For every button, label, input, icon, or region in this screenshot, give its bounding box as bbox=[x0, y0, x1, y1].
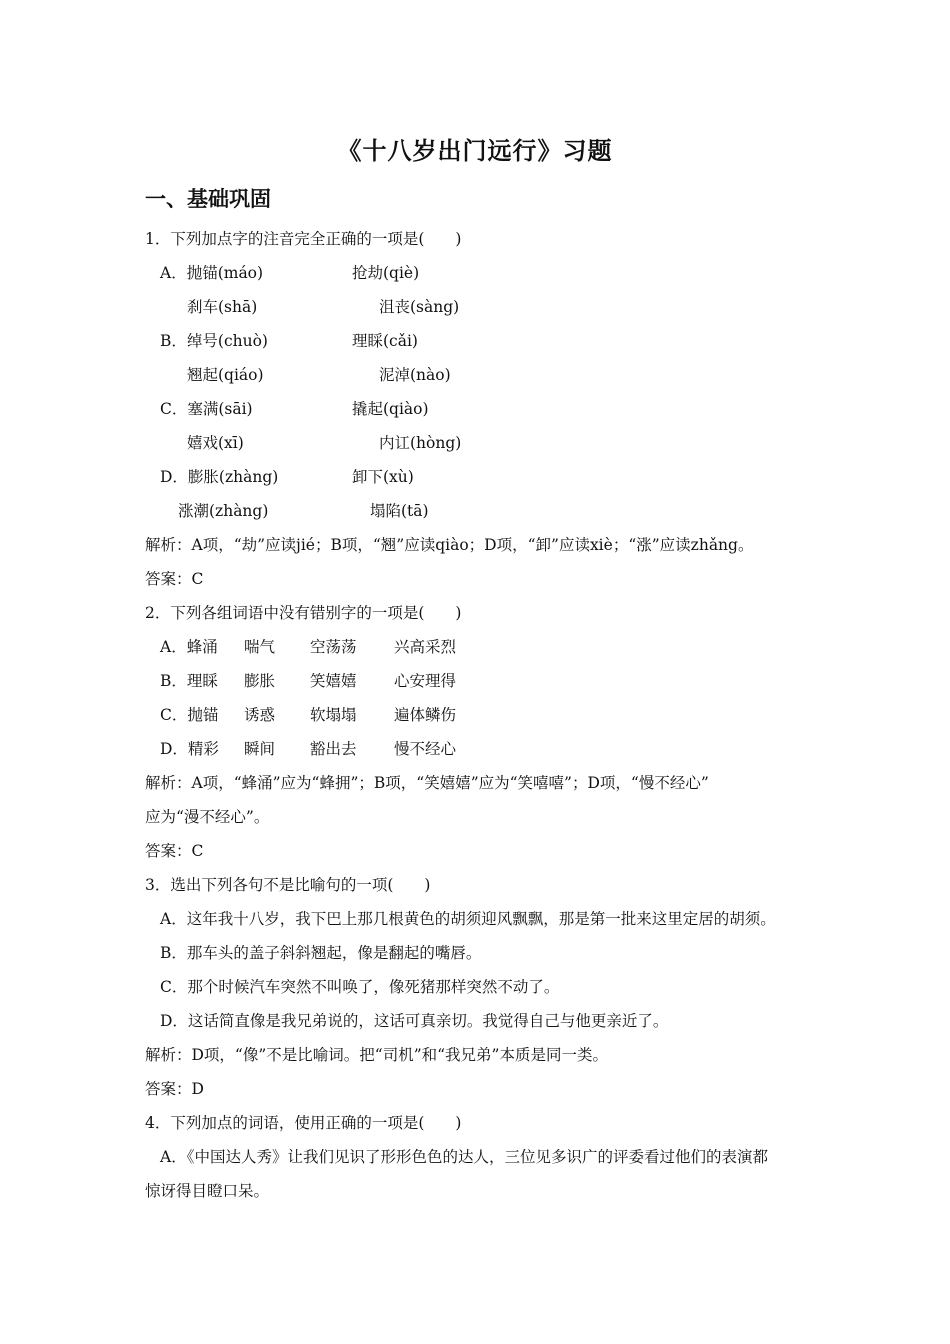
q1-item: C．塞满(sāi) bbox=[160, 400, 253, 418]
q1-item: 内讧(hòng) bbox=[379, 434, 462, 452]
q1-item: 涨潮(zhàng) bbox=[178, 502, 269, 520]
q4-option-a: A．《中国达人秀》让我们见识了形形色色的达人，三位见多识广的评委看过他们的表演都 bbox=[160, 1148, 768, 1166]
q1-option-row bbox=[145, 494, 815, 528]
q2-word: 豁出去 bbox=[310, 740, 357, 758]
q1-option-row bbox=[145, 392, 815, 426]
q1-item: 刹车(shā) bbox=[187, 298, 258, 316]
q3-answer: 答案：D bbox=[145, 1080, 204, 1098]
document-title: 《十八岁出门远行》习题 bbox=[337, 136, 613, 165]
q1-answer: 答案：C bbox=[145, 570, 204, 588]
q2-word: 笑嬉嬉 bbox=[310, 672, 357, 690]
q1-option-row bbox=[145, 256, 815, 290]
q1-item: A．抛锚(máo) bbox=[160, 264, 264, 282]
section-heading: 一、基础巩固 bbox=[145, 186, 271, 211]
q3-option: A．这年我十八岁，我下巴上那几根黄色的胡须迎风飘飘，那是第一批来这里定居的胡须。 bbox=[160, 910, 776, 928]
q1-option-row bbox=[145, 290, 815, 324]
q1-option-row bbox=[145, 358, 815, 392]
q1-item: 塌陷(tā) bbox=[370, 502, 429, 520]
q2-option-row bbox=[145, 732, 815, 766]
q2-word: 膨胀 bbox=[244, 672, 276, 690]
q2-answer: 答案：C bbox=[145, 842, 204, 860]
q2-word: A．蜂涌 bbox=[160, 638, 218, 656]
q2-word: 遍体鳞伤 bbox=[394, 706, 457, 724]
q1-option-row bbox=[145, 460, 815, 494]
question-4-stem: 4．下列加点的词语，使用正确的一项是( ) bbox=[145, 1114, 462, 1132]
q2-option-row bbox=[145, 664, 815, 698]
q1-item: 嬉戏(xī) bbox=[187, 434, 244, 452]
q2-word: 诱惑 bbox=[244, 706, 276, 724]
q2-word: C．抛锚 bbox=[160, 706, 219, 724]
q2-word: D．精彩 bbox=[160, 740, 219, 758]
question-2-stem: 2．下列各组词语中没有错别字的一项是( ) bbox=[145, 604, 462, 622]
question-1-stem: 1．下列加点字的注音完全正确的一项是( ) bbox=[145, 230, 462, 248]
q1-option-row bbox=[145, 324, 815, 358]
q2-word: 软塌塌 bbox=[310, 706, 357, 724]
q1-item: 抢劫(qiè) bbox=[352, 264, 420, 282]
q1-item: B．绰号(chuò) bbox=[160, 332, 268, 350]
q1-item: D．膨胀(zhàng) bbox=[160, 468, 279, 486]
q4-option-a-continued: 惊讶得目瞪口呆。 bbox=[145, 1182, 270, 1200]
q3-option: B．那车头的盖子斜斜翘起，像是翻起的嘴唇。 bbox=[160, 944, 482, 962]
q2-word: 空荡荡 bbox=[310, 638, 357, 656]
q2-word: 慢不经心 bbox=[394, 740, 457, 758]
q2-word: 兴高采烈 bbox=[394, 638, 457, 656]
q1-item: 翘起(qiáo) bbox=[187, 366, 264, 384]
q1-option-row bbox=[145, 426, 815, 460]
q2-analysis-continued: 应为“漫不经心”。 bbox=[145, 808, 270, 826]
q2-word: 喘气 bbox=[244, 638, 276, 656]
q1-item: 沮丧(sàng) bbox=[379, 298, 460, 316]
q2-word: 心安理得 bbox=[394, 672, 457, 690]
q3-analysis: 解析：D项，“像”不是比喻词。把“司机”和“我兄弟”本质是同一类。 bbox=[145, 1046, 608, 1064]
q1-item: 理睬(cǎi) bbox=[352, 332, 418, 350]
q1-item: 卸下(xù) bbox=[352, 468, 414, 486]
q1-item: 泥淖(nào) bbox=[379, 366, 451, 384]
exercise-content bbox=[145, 222, 815, 1208]
q2-word: B．理睬 bbox=[160, 672, 218, 690]
q2-word: 瞬间 bbox=[244, 740, 276, 758]
q1-item: 撬起(qiào) bbox=[352, 400, 429, 418]
q2-analysis: 解析：A项，“蜂涌”应为“蜂拥”；B项，“笑嬉嬉”应为“笑嘻嘻”；D项，“慢不经心” bbox=[145, 774, 709, 792]
q2-option-row bbox=[145, 698, 815, 732]
question-3-stem: 3．选出下列各句不是比喻句的一项( ) bbox=[145, 876, 431, 894]
q2-option-row bbox=[145, 630, 815, 664]
q1-analysis: 解析：A项，“劫”应读jié；B项，“翘”应读qiào；D项，“卸”应读xiè；“涨”应读zhǎng。 bbox=[145, 536, 754, 554]
q3-option: C．那个时候汽车突然不叫唤了，像死猪那样突然不动了。 bbox=[160, 978, 560, 996]
q3-option: D．这话简直像是我兄弟说的，这话可真亲切。我觉得自己与他更亲近了。 bbox=[160, 1012, 669, 1030]
